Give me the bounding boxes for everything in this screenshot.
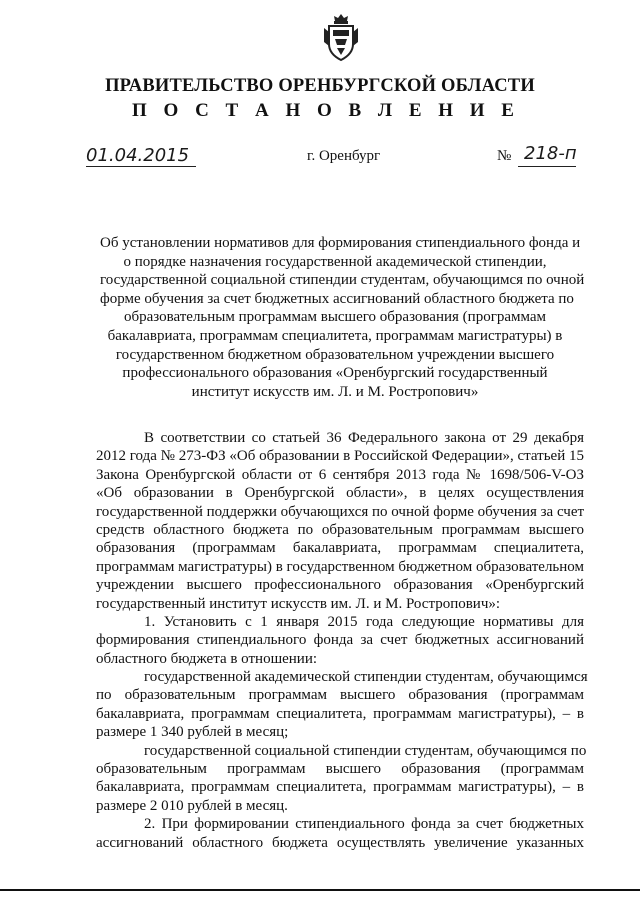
date-underline xyxy=(86,166,196,167)
subject-line: образовательным программам высшего образования (программам xyxy=(123,309,547,326)
document-subject xyxy=(100,234,585,401)
number-underline xyxy=(518,166,576,167)
coat-of-arms-icon xyxy=(323,12,359,64)
body-text-line: 1. Установить с 1 января 2015 года следующие нормативы для xyxy=(144,613,584,630)
subject-line: форме обучения за счет бюджетных ассигнований областного бюджета по xyxy=(100,290,574,307)
government-title: ПРАВИТЕЛЬСТВО ОРЕНБУРГСКОЙ ОБЛАСТИ xyxy=(105,76,535,96)
subject-line: Об установлении нормативов для формирования стипендиального фонда и xyxy=(100,235,581,251)
subject-line: государственном бюджетном образовательном учреждении высшего xyxy=(115,346,555,363)
body-text-line: по образовательным программам высшего образования (программам xyxy=(96,687,584,704)
body-text-line: 2012 года № 273-ФЗ «Об образовании в Российской Федерации», статьей 15 xyxy=(96,448,584,465)
document-number-label: № xyxy=(497,148,512,164)
subject-line: о порядке назначения государственной академической стипендии, xyxy=(123,253,547,270)
subject-line: бакалавриата, программам специалитета, программам магистратуры) в xyxy=(107,327,563,344)
body-text-line: размере 1 340 рублей в месяц; xyxy=(96,724,289,741)
document-number: 218-п xyxy=(524,143,577,164)
subject-line: государственной социальной стипендии студентам, обучающимся по очной xyxy=(100,272,585,289)
body-text-line: размере 2 010 рублей в месяц. xyxy=(96,797,288,814)
body-text-line: государственной социальной стипендии студентам, обучающимся по xyxy=(144,742,587,759)
body-text-line: государственной поддержки обучающихся по очной форме обучения за счет xyxy=(96,503,585,520)
body-text-line: В соответствии со статьей 36 Федерального закона от 29 декабря xyxy=(144,430,584,446)
body-text-line: ассигнований областного бюджета осуществлять увеличение указанных xyxy=(96,834,584,851)
body-text-line: областного бюджета в отношении: xyxy=(96,650,318,667)
subject-line: институт искусств им. Л. и М. Ростропович» xyxy=(191,383,479,400)
document-city: г. Оренбург xyxy=(307,148,381,164)
subject-line: профессионального образования «Оренбургский государственный xyxy=(122,365,548,382)
body-text-line: 2. При формировании стипендиального фонда за счет бюджетных xyxy=(144,816,584,833)
document-date: 01.04.2015 xyxy=(86,145,190,166)
document-body xyxy=(96,429,588,852)
body-text-line: формирования стипендиального фонда за счет бюджетных ассигнований xyxy=(96,632,584,649)
body-text-line: бакалавриата, программам специалитета, программам магистратуры), – в xyxy=(96,705,584,722)
body-text-line: государственной академической стипендии студентам, обучающимся xyxy=(144,669,588,686)
document-type-title: П О С Т А Н О В Л Е Н И Е xyxy=(132,100,520,121)
body-text-line: Закона Оренбургской области от 6 сентября 2013 года № 1698/506-V-ОЗ xyxy=(96,466,584,483)
body-text-line: программам магистратуры) в государственном бюджетном образовательном xyxy=(96,558,584,575)
page-bottom-rule xyxy=(0,889,640,891)
body-text-line: государственный институт искусств им. Л. и М. Ростропович»: xyxy=(96,595,501,612)
body-text-line: учреждении высшего профессионального образования «Оренбургский xyxy=(96,577,584,594)
body-text-line: бакалавриата, программам специалитета, программам магистратуры), – в xyxy=(96,779,584,796)
body-text-line: образования (программам бакалавриата, программам специалитета, xyxy=(96,540,584,557)
body-text-line: «Об образовании в Оренбургской области», в целях осуществления xyxy=(96,485,584,502)
body-text-line: средств областного бюджета по образовательным программам высшего xyxy=(96,521,584,538)
body-text-line: образовательным программам высшего образования (программам xyxy=(96,761,584,778)
